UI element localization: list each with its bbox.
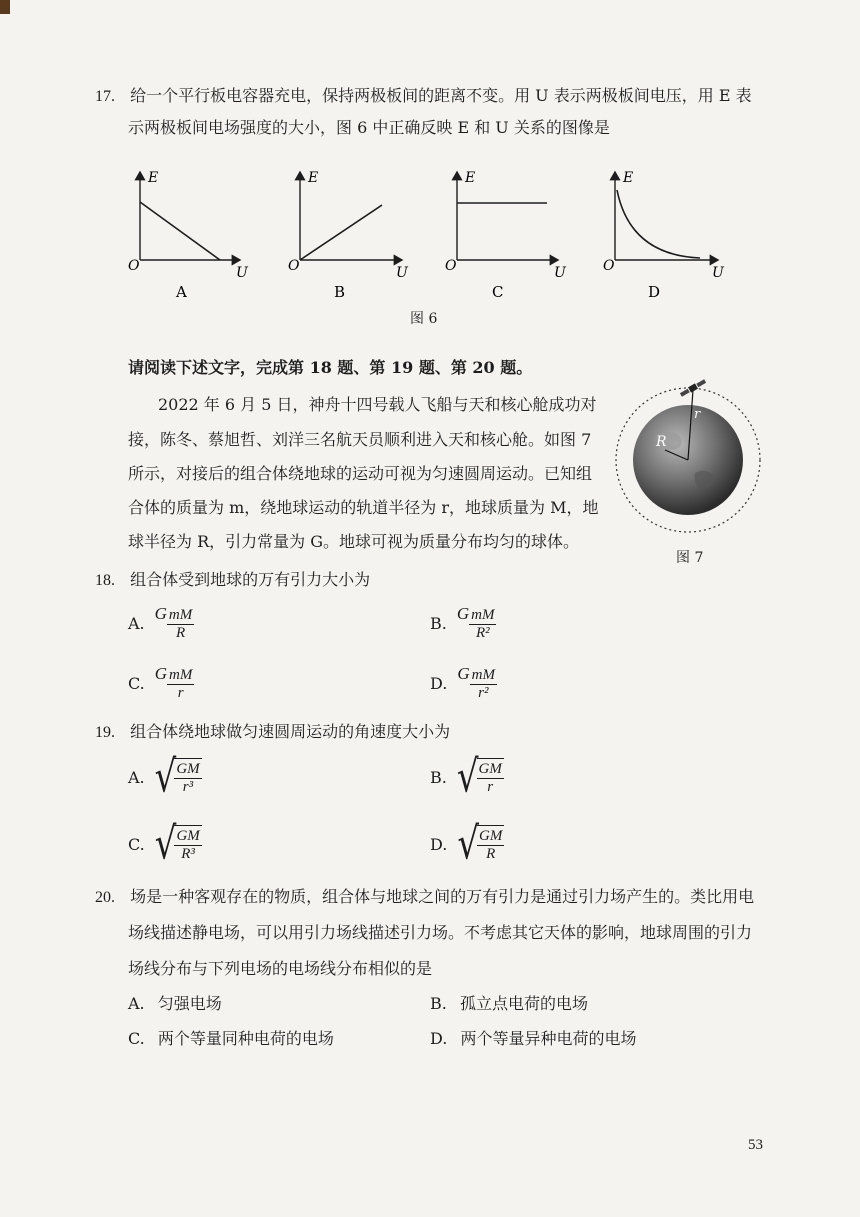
q20-number: 20. xyxy=(95,889,115,906)
q19-option-a-den: r³ xyxy=(182,779,194,795)
graph-d-axis-x: U xyxy=(712,265,724,281)
q18-option-b-den: R² xyxy=(475,625,490,641)
graph-d-axis-y: E xyxy=(623,170,634,186)
graph-d xyxy=(603,170,725,301)
graph-b-origin: O xyxy=(288,258,300,274)
q18-option-b-prefix: G xyxy=(456,604,470,623)
q19-option-c-den: R³ xyxy=(181,846,195,862)
q19-option-a: A. √ $\frac{GM}{\text{r³}}$ xyxy=(128,751,200,803)
passage-line-3: 所示，对接后的组合体绕地球的运动可视为匀速圆周运动。已知组 xyxy=(128,464,593,483)
graph-a xyxy=(128,170,249,301)
graph-b-line xyxy=(300,205,382,260)
graph-d-label: D xyxy=(648,283,661,301)
graph-d-curve xyxy=(617,190,700,258)
q20-option-c-text: 两个等量同种电荷的电场 xyxy=(157,1029,334,1048)
figure-6-graphs xyxy=(100,160,740,305)
graph-b-label: B xyxy=(334,283,346,301)
q18-option-a-label: A. xyxy=(128,613,145,633)
graph-c-origin: O xyxy=(445,258,457,274)
figure-6-caption: 图 6 xyxy=(410,311,438,327)
graph-b-axis-x: U xyxy=(396,265,408,281)
q18-option-c xyxy=(128,664,194,702)
graph-c-axis-y: E xyxy=(465,170,476,186)
q19-option-d-num: GM xyxy=(479,828,503,844)
q17-text-1: 给一个平行板电容器充电，保持两极板间的距离不变。用 U 表示两极板间电压，用 E 表 xyxy=(130,86,752,105)
q18-option-b-label: B. xyxy=(430,613,447,633)
graph-a-axis-y: E xyxy=(148,170,159,186)
q20-option-a-text: 匀强电场 xyxy=(157,994,222,1013)
q18-number: 18. xyxy=(95,572,115,589)
label-r: r xyxy=(694,407,701,422)
q18-option-c-prefix: G xyxy=(154,664,168,683)
q18-option-b-num: mM xyxy=(471,607,495,623)
graph-d-origin: O xyxy=(603,258,615,274)
q19-option-c-label: C. xyxy=(128,834,145,854)
q18-option-c-label: C. xyxy=(128,673,145,693)
q18-option-d-num: mM xyxy=(471,667,495,683)
q18-option-d xyxy=(430,664,497,702)
q20-option-a-label: A. xyxy=(128,994,145,1013)
q20-option-d-label: D. xyxy=(430,1029,448,1048)
q18-option-c-num: mM xyxy=(169,667,193,683)
q20-option-b-text: 孤立点电荷的电场 xyxy=(459,994,588,1013)
q20-option-c xyxy=(128,1028,334,1050)
passage-line-4: 合体的质量为 m，绕地球运动的轨道半径为 r，地球质量为 M，地 xyxy=(128,498,599,517)
q20-option-d-text: 两个等量异种电荷的电场 xyxy=(460,1029,637,1048)
graph-b xyxy=(288,170,409,301)
graph-c-label: C xyxy=(492,283,504,301)
q18-option-c-den: r xyxy=(177,685,184,701)
q18-stem-line xyxy=(95,569,370,592)
q18-option-d-label: D. xyxy=(430,673,448,693)
q19-option-d: D. √ $\frac{GM}{R}$ xyxy=(430,818,503,870)
q19-option-a-num: GM xyxy=(176,761,200,777)
graph-c xyxy=(445,170,567,301)
q18-option-b xyxy=(430,604,496,642)
q19-stem: 组合体绕地球做匀速圆周运动的角速度大小为 xyxy=(130,722,451,741)
passage-intro: 请阅读下述文字，完成第 18 题、第 19 题、第 20 题。 xyxy=(128,358,533,377)
graph-b-axis-y: E xyxy=(308,170,319,186)
q19-option-b: B. √ $\frac{GM}{r}$ xyxy=(430,751,502,803)
q18-option-d-prefix: G xyxy=(457,664,470,683)
q20-line3: 场线分布与下列电场的电场线分布相似的是 xyxy=(128,959,433,978)
q20-option-c-label: C. xyxy=(128,1029,145,1048)
q20-line1 xyxy=(95,886,754,909)
q19-option-b-label: B. xyxy=(430,767,447,787)
page-number: 53 xyxy=(748,1137,763,1153)
graph-a-label: A xyxy=(176,283,187,301)
page-corner-mark xyxy=(0,0,10,14)
q19-option-d-den: R xyxy=(486,846,496,862)
q18-option-d-den: r² xyxy=(478,685,489,701)
q19-option-c: C. √ $\frac{GM}{\text{R³}}$ xyxy=(128,818,200,870)
passage-line-1: 2022 年 6 月 5 日，神舟十四号载人飞船与天和核心舱成功对 xyxy=(158,395,597,414)
q20-option-b-label: B. xyxy=(430,994,447,1013)
graph-a-line xyxy=(140,202,220,260)
q20-text-1: 场是一种客观存在的物质，组合体与地球之间的万有引力是通过引力场产生的。类比用电 xyxy=(130,887,755,906)
passage-line-2: 接，陈冬、蔡旭哲、刘洋三名航天员顺利进入天和核心舱。如图 7 xyxy=(128,430,592,449)
q19-option-a-label: A. xyxy=(128,767,145,787)
graph-a-axis-x: U xyxy=(236,265,248,281)
q18-option-a xyxy=(128,604,194,642)
q18-option-a-num: mM xyxy=(168,607,193,623)
q19-option-c-num: GM xyxy=(176,828,200,844)
label-R: R xyxy=(656,434,667,450)
q18-option-a-den: R xyxy=(176,625,186,641)
figure-7-earth-orbit xyxy=(610,378,770,538)
q20-option-d xyxy=(430,1028,636,1050)
q17-number: 17. xyxy=(95,88,115,105)
q20-option-b xyxy=(430,993,588,1015)
q19-option-d-label: D. xyxy=(430,834,448,854)
q19-stem-line xyxy=(95,721,450,744)
q19-number: 19. xyxy=(95,724,115,741)
passage-line-5: 球半径为 R，引力常量为 G。地球可视为质量分布均匀的球体。 xyxy=(128,532,580,551)
q20-line2: 场线描述静电场，可以用引力场线描述引力场。不考虑其它天体的影响，地球周围的引力 xyxy=(128,923,753,942)
q18-stem: 组合体受到地球的万有引力大小为 xyxy=(130,570,371,589)
q17-line2: 示两极板间电场强度的大小，图 6 中正确反映 E 和 U 关系的图像是 xyxy=(128,118,610,137)
graph-c-axis-x: U xyxy=(554,265,566,281)
graph-a-origin: O xyxy=(128,258,140,274)
q17-line1 xyxy=(95,85,752,108)
q18-option-a-prefix: G xyxy=(154,604,167,623)
figure-7-caption: 图 7 xyxy=(676,550,704,566)
q19-option-b-den: r xyxy=(487,779,494,795)
q19-option-b-num: GM xyxy=(478,761,502,777)
q20-option-a xyxy=(128,993,222,1015)
